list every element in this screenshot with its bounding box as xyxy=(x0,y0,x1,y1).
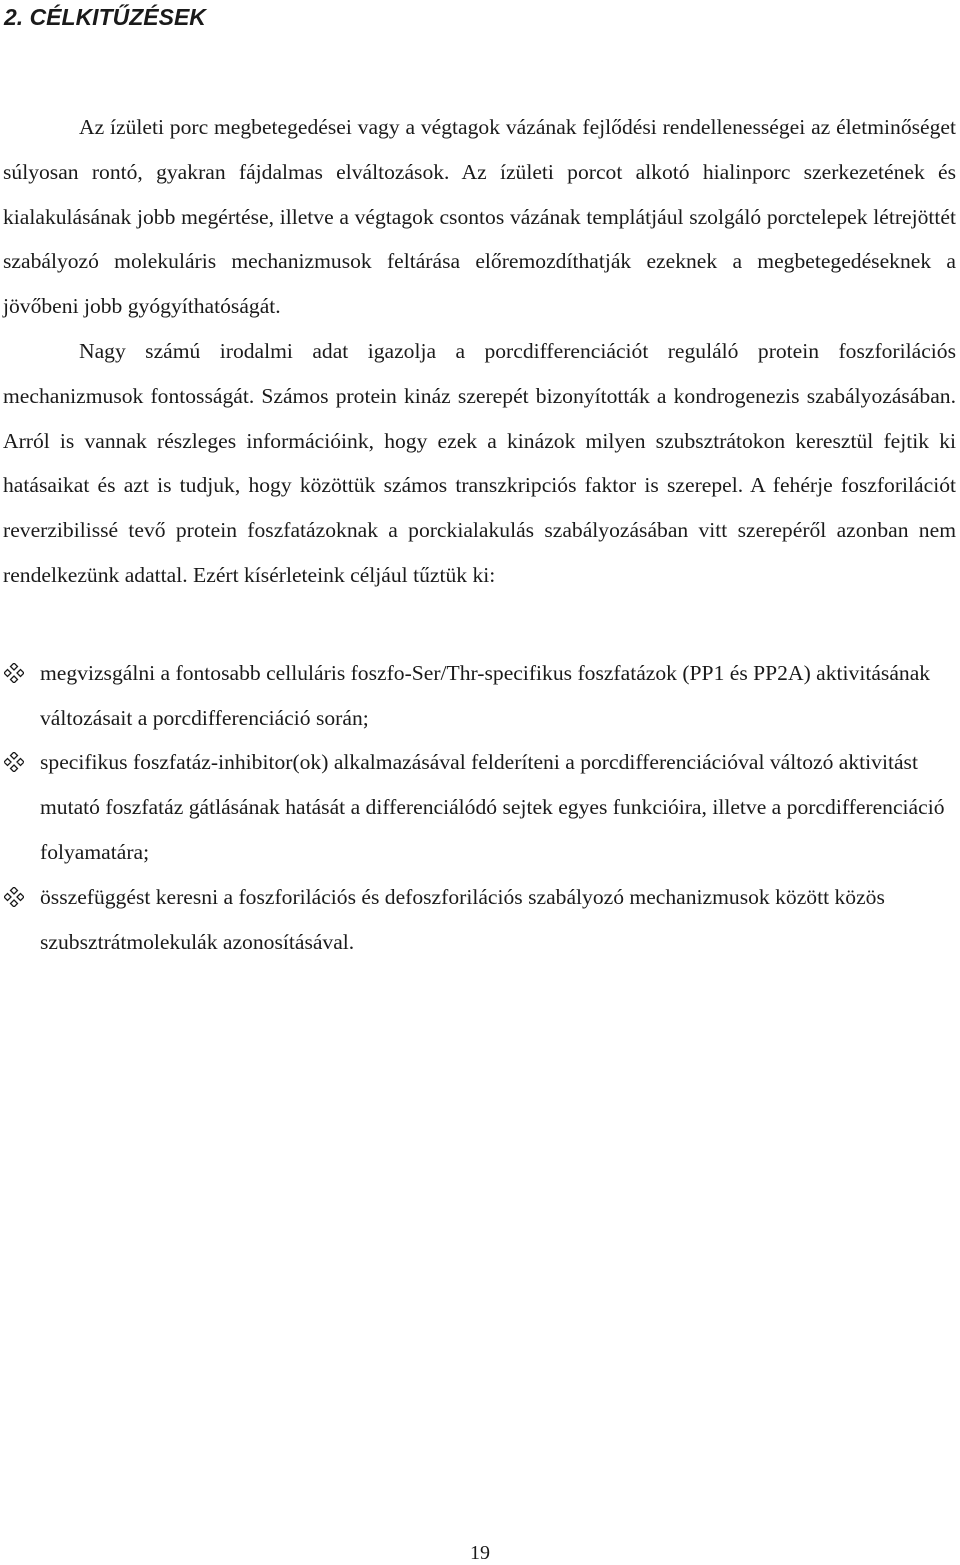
body-text xyxy=(3,105,956,964)
four-diamond-bullet-icon xyxy=(4,887,24,907)
paragraph-intro: Az ízületi porc megbetegedései vagy a végtagok vázának fejlődési rendellenességei az életminőséget súlyosan rontó, gyakran fájdalmas elváltozások. Az ízületi porcot alkotó hialinporc szerkezetének és kialakulásának jobb megértése, illetve a végtagok csontos vázának templátjául szolgáló porctelepek létrejöttét szabályozó molekuláris mechanizmusok feltárása előremozdíthatják ezeknek a megbetegedéseknek a jövőbeni jobb gyógyíthatóságát. xyxy=(3,115,956,319)
list-item xyxy=(3,875,956,965)
list-item xyxy=(3,740,956,874)
objectives-list xyxy=(3,651,956,965)
page-number: 19 xyxy=(470,1542,490,1564)
list-item xyxy=(3,651,956,741)
paragraph-background: Nagy számú irodalmi adat igazolja a porcdifferenciációt reguláló protein foszforilációs mechanizmusok fontosságát. Számos protein kináz szerepét bizonyították a kondrogenezis szabályozásában. Arról is vannak részleges információink, hogy ezek a kinázok milyen szubsztrátokon keresztül fejtik ki hatásaikat és azt is tudjuk, hogy közöttük számos transzkripciós faktor is szerepel. A fehérje foszforilációt reverzibilissé tevő protein foszfatázoknak a porckialakulás szabályozásában vitt szerepéről azonban nem rendelkezünk adattal. Ezért kísérleteink céljául tűztük ki: xyxy=(3,338,956,587)
section-heading: 2. CÉLKITŰZÉSEK xyxy=(4,4,206,30)
list-item-text: specifikus foszfatáz-inhibitor(ok) alkalmazásával felderíteni a porcdifferenciációval változó aktivitást mutató foszfatáz gátlásának hatását a differenciálódó sejtek egyes funkcióira, illetve a porcdifferenciáció folyamatára; xyxy=(40,750,945,864)
list-item-text: összefüggést keresni a foszforilációs és defoszforilációs szabályozó mechanizmusok között közös szubsztrátmolekulák azonosításával. xyxy=(40,884,885,954)
list-item-text: megvizsgálni a fontosabb celluláris foszfo-Ser/Thr-specifikus foszfatázok (PP1 és PP2A) aktivitásának változásait a porcdifferenciáció során; xyxy=(40,660,931,730)
four-diamond-bullet-icon xyxy=(4,752,24,772)
four-diamond-bullet-icon xyxy=(4,663,24,683)
